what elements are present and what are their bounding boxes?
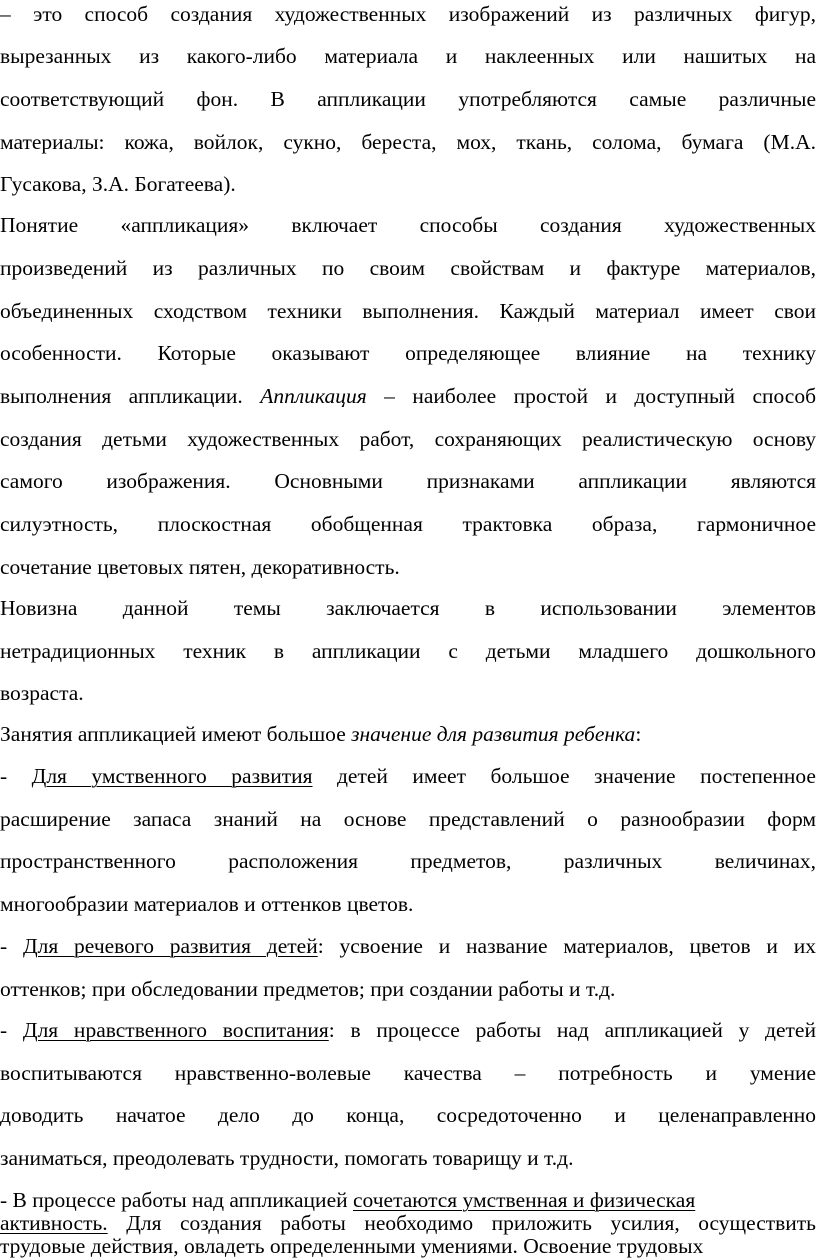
- p7-line-2: воспитываются нравственно-волевые качества – потребность и умение: [0, 1061, 816, 1085]
- p2-line-8: силуэтность, плоскостная обобщенная трактовка образа, гармоничное: [0, 512, 816, 536]
- p2-line-7: самого изображения. Основными признаками аппликации являются: [0, 469, 816, 493]
- p5-line-4: многообразии материалов и оттенков цветов.: [0, 892, 414, 916]
- p2-italic-term: Аппликация: [260, 384, 367, 408]
- p8-line-1-before: - В процессе работы над аппликацией: [0, 1188, 353, 1212]
- p2-line-5: [0, 382, 816, 410]
- p5-underlined: Для умственного развития: [31, 764, 313, 788]
- p4-italic: значение для развития ребенка: [351, 722, 636, 746]
- p1-line-4: материалы: кожа, войлок, сукно, береста, мох, ткань, солома, бумага (М.А.: [0, 130, 816, 154]
- p7-prefix: -: [0, 1018, 23, 1042]
- p6-line-1-after: : усвоение и название материалов, цветов и их: [317, 934, 816, 958]
- p7-underlined: Для нравственного воспитания: [22, 1018, 329, 1042]
- p2-line-5-after: – наиболее простой и доступный способ: [366, 384, 816, 408]
- p8-line-1-underlined: сочетаются умственная и физическая: [353, 1188, 696, 1212]
- p2-line-9: сочетание цветовых пятен, декоративность.: [0, 555, 400, 579]
- p2-line-5-before: выполнения аппликации.: [0, 384, 261, 408]
- p1-line-2: вырезанных из какого-либо материала и наклеенных или нашитых на: [0, 44, 816, 68]
- p6-line-2: оттенков; при обследовании предметов; при создании работы и т.д.: [0, 977, 616, 1001]
- p2-line-1: Понятие «аппликация» включает способы создания художественных: [0, 213, 816, 237]
- p6-underlined: Для речевого развития детей: [22, 934, 318, 958]
- p6-prefix: -: [0, 934, 23, 958]
- p6-line-1: [0, 932, 816, 960]
- p2-line-6: создания детьми художественных работ, сохраняющих реалистическую основу: [0, 427, 816, 451]
- p2-line-3: объединенных сходством техники выполнения. Каждый материал имеет свои: [0, 299, 816, 323]
- p7-line-1: [0, 1016, 816, 1044]
- p8-line-2-underlined: активность.: [0, 1211, 108, 1235]
- p3-line-3: возраста.: [0, 681, 84, 705]
- p5-line-2: расширение запаса знаний на основе представлений о разнообразии форм: [0, 807, 816, 831]
- p1-line-1: – это способ создания художественных изображений из различных фигур,: [0, 2, 816, 26]
- p7-line-4: заниматься, преодолевать трудности, помогать товарищу и т.д.: [0, 1146, 574, 1170]
- p1-line-5: Гусакова, З.А. Богатеева).: [0, 172, 236, 196]
- p7-line-1-after: : в процессе работы над аппликацией у детей: [328, 1018, 816, 1042]
- p5-prefix: -: [0, 764, 32, 788]
- p3-line-1: Новизна данной темы заключается в использовании элементов: [0, 596, 816, 620]
- p1-line-3: соответствующий фон. В аппликации употребляются самые различные: [0, 87, 816, 111]
- p2-line-4: особенности. Которые оказывают определяющее влияние на технику: [0, 341, 816, 365]
- p5-line-3: пространственного расположения предметов, различных величинах,: [0, 849, 816, 873]
- p4-line-1: [0, 720, 816, 748]
- p5-line-1-after: детей имеет большое значение постепенное: [312, 764, 816, 788]
- p3-line-2: нетрадиционных техник в аппликации с детьми младшего дошкольного: [0, 639, 816, 663]
- p5-line-1: [0, 762, 816, 790]
- p4-before: Занятия аппликацией имеют большое: [0, 722, 352, 746]
- p2-line-2: произведений из различных по своим свойствам и фактуре материалов,: [0, 256, 816, 280]
- p7-line-3: доводить начатое дело до конца, сосредоточенно и целенаправленно: [0, 1103, 816, 1127]
- p8-line-2-after: Для создания работы необходимо приложить усилия, осуществить: [107, 1211, 816, 1235]
- p4-after: :: [635, 722, 642, 746]
- p8-line-3: трудовые действия, овладеть определенными умениями. Освоение трудовых: [0, 1234, 704, 1258]
